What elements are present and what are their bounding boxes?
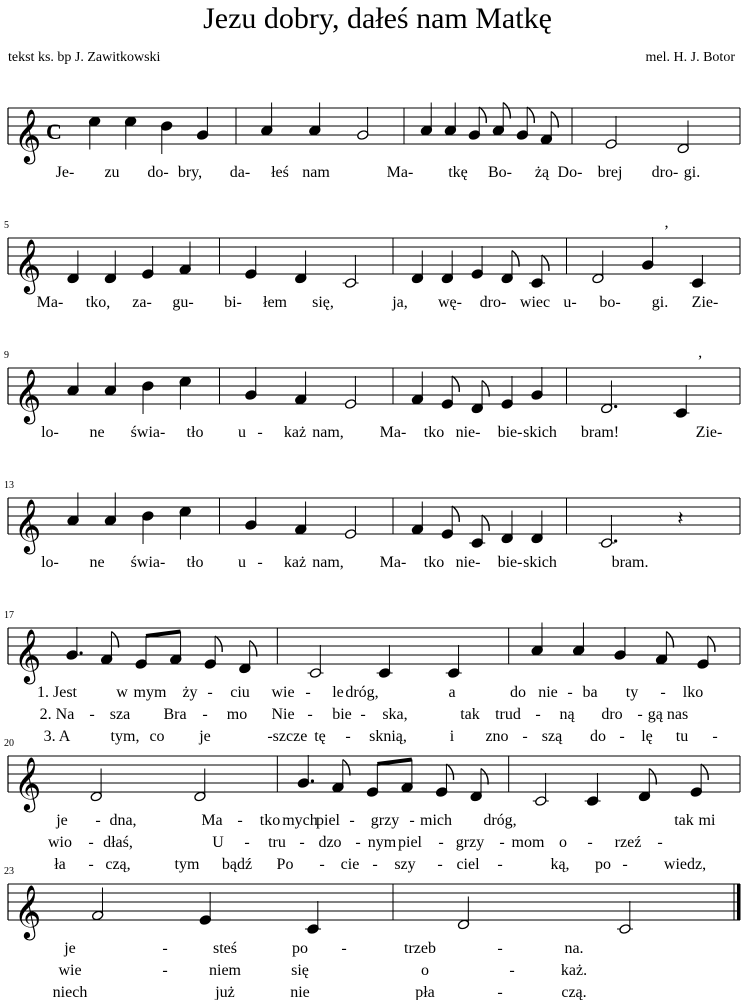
staff-system-4 <box>4 480 740 571</box>
lyric-syllable: - <box>567 684 573 701</box>
lyric-syllable: Ma- <box>386 164 414 181</box>
flag <box>503 103 510 119</box>
staff-system-5 <box>4 610 740 745</box>
lyric-syllable: mom <box>511 834 545 851</box>
lyric-syllable: tko <box>259 812 281 829</box>
lyric-syllable: lę <box>641 728 653 745</box>
lyric-syllable: szy <box>394 856 416 873</box>
lyric-syllable: nym <box>367 834 397 851</box>
flag <box>446 764 453 780</box>
flag <box>482 515 489 531</box>
lyric-syllable: wiedz, <box>663 856 707 873</box>
lyric-syllable: bo- <box>599 294 621 311</box>
flag <box>343 760 350 776</box>
lyric-syllable: bie- <box>497 554 523 571</box>
song-title: Jezu dobry, dałeś nam Matkę <box>203 2 552 35</box>
flag <box>452 376 459 392</box>
lyric-syllable: wio <box>48 834 72 851</box>
lyric-syllable: - <box>307 706 313 723</box>
staff-system-2 <box>4 220 740 311</box>
lyric-syllable: nam, <box>312 554 344 571</box>
lyric-syllable: tko <box>423 554 445 571</box>
lyric-syllable: - <box>587 834 593 851</box>
lyric-syllable: do <box>510 684 526 701</box>
lyric-syllable: - <box>438 834 444 851</box>
lyric-syllable: trzeb <box>404 940 436 957</box>
lyric-syllable: steś <box>213 940 237 957</box>
lyric-syllable: - <box>345 728 351 745</box>
lyric-syllable: ciu <box>230 684 250 701</box>
lyric-syllable: 3. A <box>43 728 71 745</box>
lyric-syllable: łem <box>263 294 287 311</box>
lyric-syllable: grzy <box>370 812 400 829</box>
lyric-syllable: Ma- <box>36 294 64 311</box>
lyric-syllable: bądź <box>221 856 253 873</box>
staff-system-6 <box>4 738 740 873</box>
staff-system-1 <box>8 103 740 182</box>
flag <box>551 112 558 128</box>
flag <box>527 107 534 123</box>
lyric-syllable: bie <box>332 706 352 723</box>
lyric-syllable: się <box>291 962 309 979</box>
lyric-syllable: tym <box>174 856 200 873</box>
lyric-syllable: niech <box>52 984 88 1000</box>
lyric-syllable: - <box>497 984 503 1000</box>
lyric-syllable: u <box>238 554 246 571</box>
lyric-syllable: - <box>535 706 541 723</box>
flag <box>111 632 118 648</box>
measure-number: 5 <box>4 220 9 231</box>
treble-clef-icon: 𝄞 <box>14 630 42 681</box>
lyric-syllable: - <box>622 856 628 873</box>
lyric-syllable: rzeź <box>614 834 642 851</box>
lyric-syllable: tu <box>675 728 689 745</box>
flag <box>701 764 708 780</box>
lyric-syllable: lo- <box>41 424 59 441</box>
lyric-syllable: - <box>657 834 663 851</box>
lyric-syllable: świa- <box>130 424 166 441</box>
lyric-syllable: dróg, <box>345 684 379 701</box>
lyric-syllable: zno <box>485 728 509 745</box>
time-signature: C <box>46 119 62 144</box>
lyric-syllable: skich <box>523 554 557 571</box>
lyric-syllable: nie <box>538 684 558 701</box>
lyric-syllable: Ma- <box>379 554 407 571</box>
treble-clef-icon: 𝄞 <box>14 500 42 551</box>
lyric-syllable: Ma- <box>379 424 407 441</box>
lyric-syllable: ne <box>89 554 105 571</box>
lyric-syllable: za- <box>132 294 152 311</box>
lyric-syllable: ła <box>54 856 66 873</box>
lyric-syllable: sknią, <box>369 728 407 745</box>
lyric-syllable: skich <box>523 424 557 441</box>
lyric-syllable: - <box>237 812 243 829</box>
flag <box>542 255 549 271</box>
lyric-syllable: je <box>64 940 76 957</box>
treble-clef-icon: 𝄞 <box>14 758 42 809</box>
lyric-syllable: każ. <box>560 962 588 979</box>
lyric-syllable: gą nas <box>647 706 689 723</box>
lyric-syllable: Bo- <box>488 164 512 181</box>
lyric-syllable: dro- <box>479 294 507 311</box>
measure-number: 20 <box>4 738 14 749</box>
lyric-syllable: do- <box>147 164 169 181</box>
lyric-syllable: ciel <box>456 856 480 873</box>
lyric-syllable: je <box>199 728 211 745</box>
lyric-syllable: u <box>238 424 246 441</box>
lyric-syllable: dna, <box>109 812 137 829</box>
lyric-syllable: Po <box>276 856 294 873</box>
lyric-syllable: le <box>332 684 344 701</box>
lyric-syllable: - <box>95 812 101 829</box>
lyric-syllable: co <box>149 728 165 745</box>
lyric-syllable: wę- <box>438 294 462 311</box>
lyric-syllable: się, <box>312 294 334 311</box>
lyric-syllable: - <box>509 962 515 979</box>
lyric-syllable: - <box>497 856 503 873</box>
lyric-syllable: po <box>595 856 611 873</box>
lyric-syllable: - <box>207 684 213 701</box>
lyric-syllable: Do- <box>557 164 583 181</box>
lyric-syllable: - <box>341 940 347 957</box>
beam <box>377 760 412 765</box>
breath-mark: ’ <box>663 223 670 240</box>
lyric-syllable: do <box>590 728 606 745</box>
lyric-syllable: po <box>292 940 308 957</box>
augmentation-dot <box>79 651 82 654</box>
measure-number: 17 <box>4 610 14 621</box>
lyric-syllable: czą. <box>561 984 587 1000</box>
staff-system-7 <box>4 866 741 1000</box>
beam <box>146 632 181 637</box>
lyric-syllable: tło <box>186 554 204 571</box>
lyric-syllable: wie <box>58 962 82 979</box>
lyric-syllable: dro- <box>651 164 679 181</box>
lyric-syllable: tak <box>460 706 480 723</box>
measure-number: 23 <box>4 866 14 877</box>
lyric-syllable: nie- <box>455 554 481 571</box>
lyric-syllable: tę <box>314 728 326 745</box>
flag <box>482 381 489 397</box>
lyric-syllable: ką, <box>550 856 570 873</box>
flag <box>666 632 673 648</box>
lyric-syllable: tru <box>268 834 286 851</box>
lyric-syllable: U <box>212 834 224 851</box>
lyric-syllable: mo <box>226 706 248 723</box>
lyric-syllable: 1. Jest <box>37 684 77 701</box>
lyric-syllable: - <box>162 940 168 957</box>
lyric-syllable: - <box>88 856 94 873</box>
lyric-syllable: łeś <box>271 164 289 181</box>
augmentation-dot <box>614 539 617 542</box>
lyric-syllable: sza <box>109 706 131 723</box>
lyric-syllable: - <box>299 834 305 851</box>
lyric-syllable: - <box>619 728 625 745</box>
lyric-syllable: zu <box>104 164 120 181</box>
lyric-syllable: lko <box>682 684 704 701</box>
lyric-syllable: u- <box>563 294 577 311</box>
lyric-syllable: - <box>88 834 94 851</box>
breath-mark: ’ <box>697 353 703 370</box>
lyric-syllable: ną <box>559 706 575 723</box>
lyric-syllable: Je- <box>55 164 75 181</box>
lyric-syllable: dzo <box>318 834 342 851</box>
lyric-syllable: - <box>305 684 311 701</box>
lyric-syllable: lo- <box>41 554 59 571</box>
lyric-syllable: dłaś, <box>103 834 133 851</box>
lyric-syllable: - <box>360 706 366 723</box>
lyric-syllable: bram. <box>611 554 649 571</box>
lyric-syllable: gu- <box>172 294 194 311</box>
lyric-syllable: ty <box>625 684 639 701</box>
lyric-syllable: - <box>267 728 273 745</box>
flag <box>452 506 459 522</box>
lyric-syllable: ska, <box>382 706 408 723</box>
lyric-syllable: żą <box>534 164 550 181</box>
lyric-syllable: już <box>215 984 235 1000</box>
lyric-syllable: pła <box>415 984 435 1000</box>
treble-clef-icon: 𝄞 <box>14 240 42 291</box>
measure-number: 13 <box>4 480 14 491</box>
flag <box>512 251 519 267</box>
lyric-syllable: - <box>257 424 263 441</box>
lyric-syllable: - <box>244 834 250 851</box>
lyric-syllable: w <box>116 684 128 701</box>
lyric-syllable: nie- <box>455 424 481 441</box>
lyric-syllable: piel <box>316 812 340 829</box>
staff-system-3 <box>4 350 740 441</box>
lyric-syllable: dróg, <box>483 812 517 829</box>
lyric-syllable: ba <box>582 684 598 701</box>
lyric-syllable: bie- <box>497 424 523 441</box>
lyric-syllable: - <box>162 962 168 979</box>
flag <box>649 769 656 785</box>
final-barline <box>737 884 741 920</box>
lyric-syllable: je <box>56 812 68 829</box>
lyric-syllable: Ma <box>201 812 223 829</box>
lyric-syllable: niem <box>209 962 241 979</box>
flag <box>215 636 222 652</box>
lyric-syllable: da- <box>229 164 251 181</box>
lyric-syllable: - <box>522 728 528 745</box>
lyric-syllable: - <box>89 706 95 723</box>
lyric-syllable: każ <box>283 554 307 571</box>
lyric-syllable: bram! <box>580 424 620 441</box>
lyricist-credit: tekst ks. bp J. Zawitkowski <box>8 50 161 65</box>
lyric-syllable: bry, <box>177 164 203 181</box>
lyric-syllable: tkę <box>448 164 468 181</box>
lyric-syllable: bi- <box>224 294 242 311</box>
lyric-syllable: - <box>437 856 443 873</box>
lyric-syllable: grzy <box>455 834 485 851</box>
lyric-syllable: o <box>559 834 567 851</box>
augmentation-dot <box>614 405 617 408</box>
flag <box>250 641 257 657</box>
lyric-syllable: szą <box>541 728 563 745</box>
lyric-syllable: piel <box>398 834 422 851</box>
lyric-syllable: - <box>257 554 263 571</box>
lyric-syllable: ży <box>182 684 198 701</box>
flag <box>479 107 486 123</box>
lyric-syllable: na. <box>564 940 584 957</box>
lyric-syllable: - <box>349 812 355 829</box>
flag <box>708 636 715 652</box>
lyric-syllable: 2. Na <box>39 706 75 723</box>
lyric-syllable: - <box>372 856 378 873</box>
lyric-syllable: mich <box>420 812 452 829</box>
lyric-syllable: - <box>355 834 361 851</box>
lyric-syllable: czą, <box>105 856 131 873</box>
lyric-syllable: trud <box>495 706 521 723</box>
lyric-syllable: mym <box>133 684 167 701</box>
lyric-syllable: o <box>421 962 429 979</box>
lyric-syllable: - <box>497 940 503 957</box>
lyric-syllable: Bra <box>163 706 187 723</box>
lyric-syllable: cie <box>340 856 360 873</box>
lyric-syllable: wiec <box>519 294 551 311</box>
flag <box>481 769 488 785</box>
lyric-syllable: brej <box>597 164 623 181</box>
lyric-syllable: nie <box>290 984 310 1000</box>
lyric-syllable: nam, <box>312 424 344 441</box>
quarter-rest-icon: 𝄽 <box>677 508 684 530</box>
lyric-syllable: - <box>637 706 643 723</box>
lyric-syllable: ja, <box>392 294 408 311</box>
lyric-syllable: Nie <box>271 706 295 723</box>
lyric-syllable: - <box>499 834 505 851</box>
treble-clef-icon: 𝄞 <box>14 110 42 161</box>
lyric-syllable: gi. <box>651 294 669 311</box>
treble-clef-icon: 𝄞 <box>14 370 42 421</box>
lyric-syllable: mi <box>698 812 716 829</box>
lyric-syllable: świa- <box>130 554 166 571</box>
lyric-syllable: - <box>202 706 208 723</box>
lyric-syllable: Zie- <box>695 424 723 441</box>
treble-clef-icon: 𝄞 <box>14 886 42 937</box>
lyric-syllable: szcze <box>272 728 308 745</box>
lyric-syllable: tko, <box>85 294 111 311</box>
lyric-syllable: - <box>660 684 666 701</box>
lyric-syllable: - <box>409 812 415 829</box>
lyric-syllable: dro <box>601 706 623 723</box>
lyric-syllable: tło <box>186 424 204 441</box>
lyric-syllable: nam <box>302 164 330 181</box>
lyric-syllable: wie <box>271 684 295 701</box>
lyric-syllable: ne <box>89 424 105 441</box>
measure-number: 9 <box>4 350 9 361</box>
lyric-syllable: a <box>448 684 456 701</box>
lyric-syllable: gi. <box>683 164 701 181</box>
lyric-syllable: i <box>449 728 455 745</box>
lyric-syllable: Zie- <box>691 294 719 311</box>
lyric-syllable: tko <box>423 424 445 441</box>
lyric-syllable: tym, <box>110 728 140 745</box>
lyric-syllable: mych <box>282 812 318 829</box>
lyric-syllable: tak <box>674 812 694 829</box>
composer-credit: mel. H. J. Botor <box>645 50 735 65</box>
lyric-syllable: każ <box>283 424 307 441</box>
augmentation-dot <box>311 779 314 782</box>
lyric-syllable: - <box>712 728 718 745</box>
lyric-syllable: - <box>319 856 325 873</box>
